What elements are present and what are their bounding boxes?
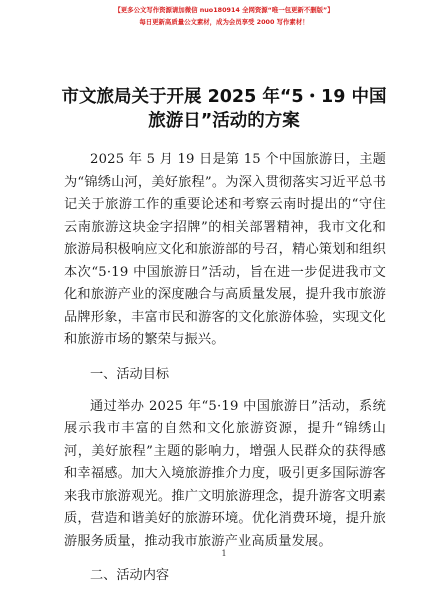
goals-paragraph: 通过举办 2025 年“5·19 中国旅游日”活动，系统展示我市丰富的自然和文化旅游资源，提升“锦绣山河，美好旅程”主题的影响力，增强人民群众的获得感和幸福感。加大入境旅游推介力度，吸引更多国际游客来我市旅游观光。推广文明旅游理念，提升游客文明素质，营造和谐美好的旅游环境。优化消费环境，提升旅游服务质量，推动我市旅游产业高质量发展。 <box>64 398 386 549</box>
intro-paragraph: 2025 年 5 月 19 日是第 15 个中国旅游日，主题为“锦绣山河，美好旅程”。为深入贯彻落实习近平总书记关于旅游工作的重要论述和考察云南时提出的“守住云南旅游这块金字招牌”的相关部署精神，我市文化和旅游局积极响应文化和旅游部的号召，精心策划和组织本次“5·19 中国旅游日”活动，旨在进一步促进我市文化和旅游产业的深度融合与高质量发展，提升我市旅游品牌形象，丰富市民和游客的文化旅游体验，实现文化和旅游市场的繁荣与振兴。 <box>64 152 386 347</box>
document-body <box>64 149 386 597</box>
promo-banner-line-1: 【更多公文写作资源请加微信 nuo180914 全网资源“唯一包更新不删版”】 <box>114 6 334 14</box>
section-heading-goals: 一、活动目标 <box>90 366 170 382</box>
document-title: 市文旅局关于开展 2025 年“5・19 中国旅游日”活动的方案 <box>61 87 387 131</box>
promo-banner-line-2: 每日更新高质量公文素材，成为会员享受 2000 写作素材！ <box>139 18 309 26</box>
page-number: 1 <box>221 549 227 558</box>
promo-banner <box>0 4 448 28</box>
section-heading-content: 二、活动内容 <box>90 568 170 583</box>
